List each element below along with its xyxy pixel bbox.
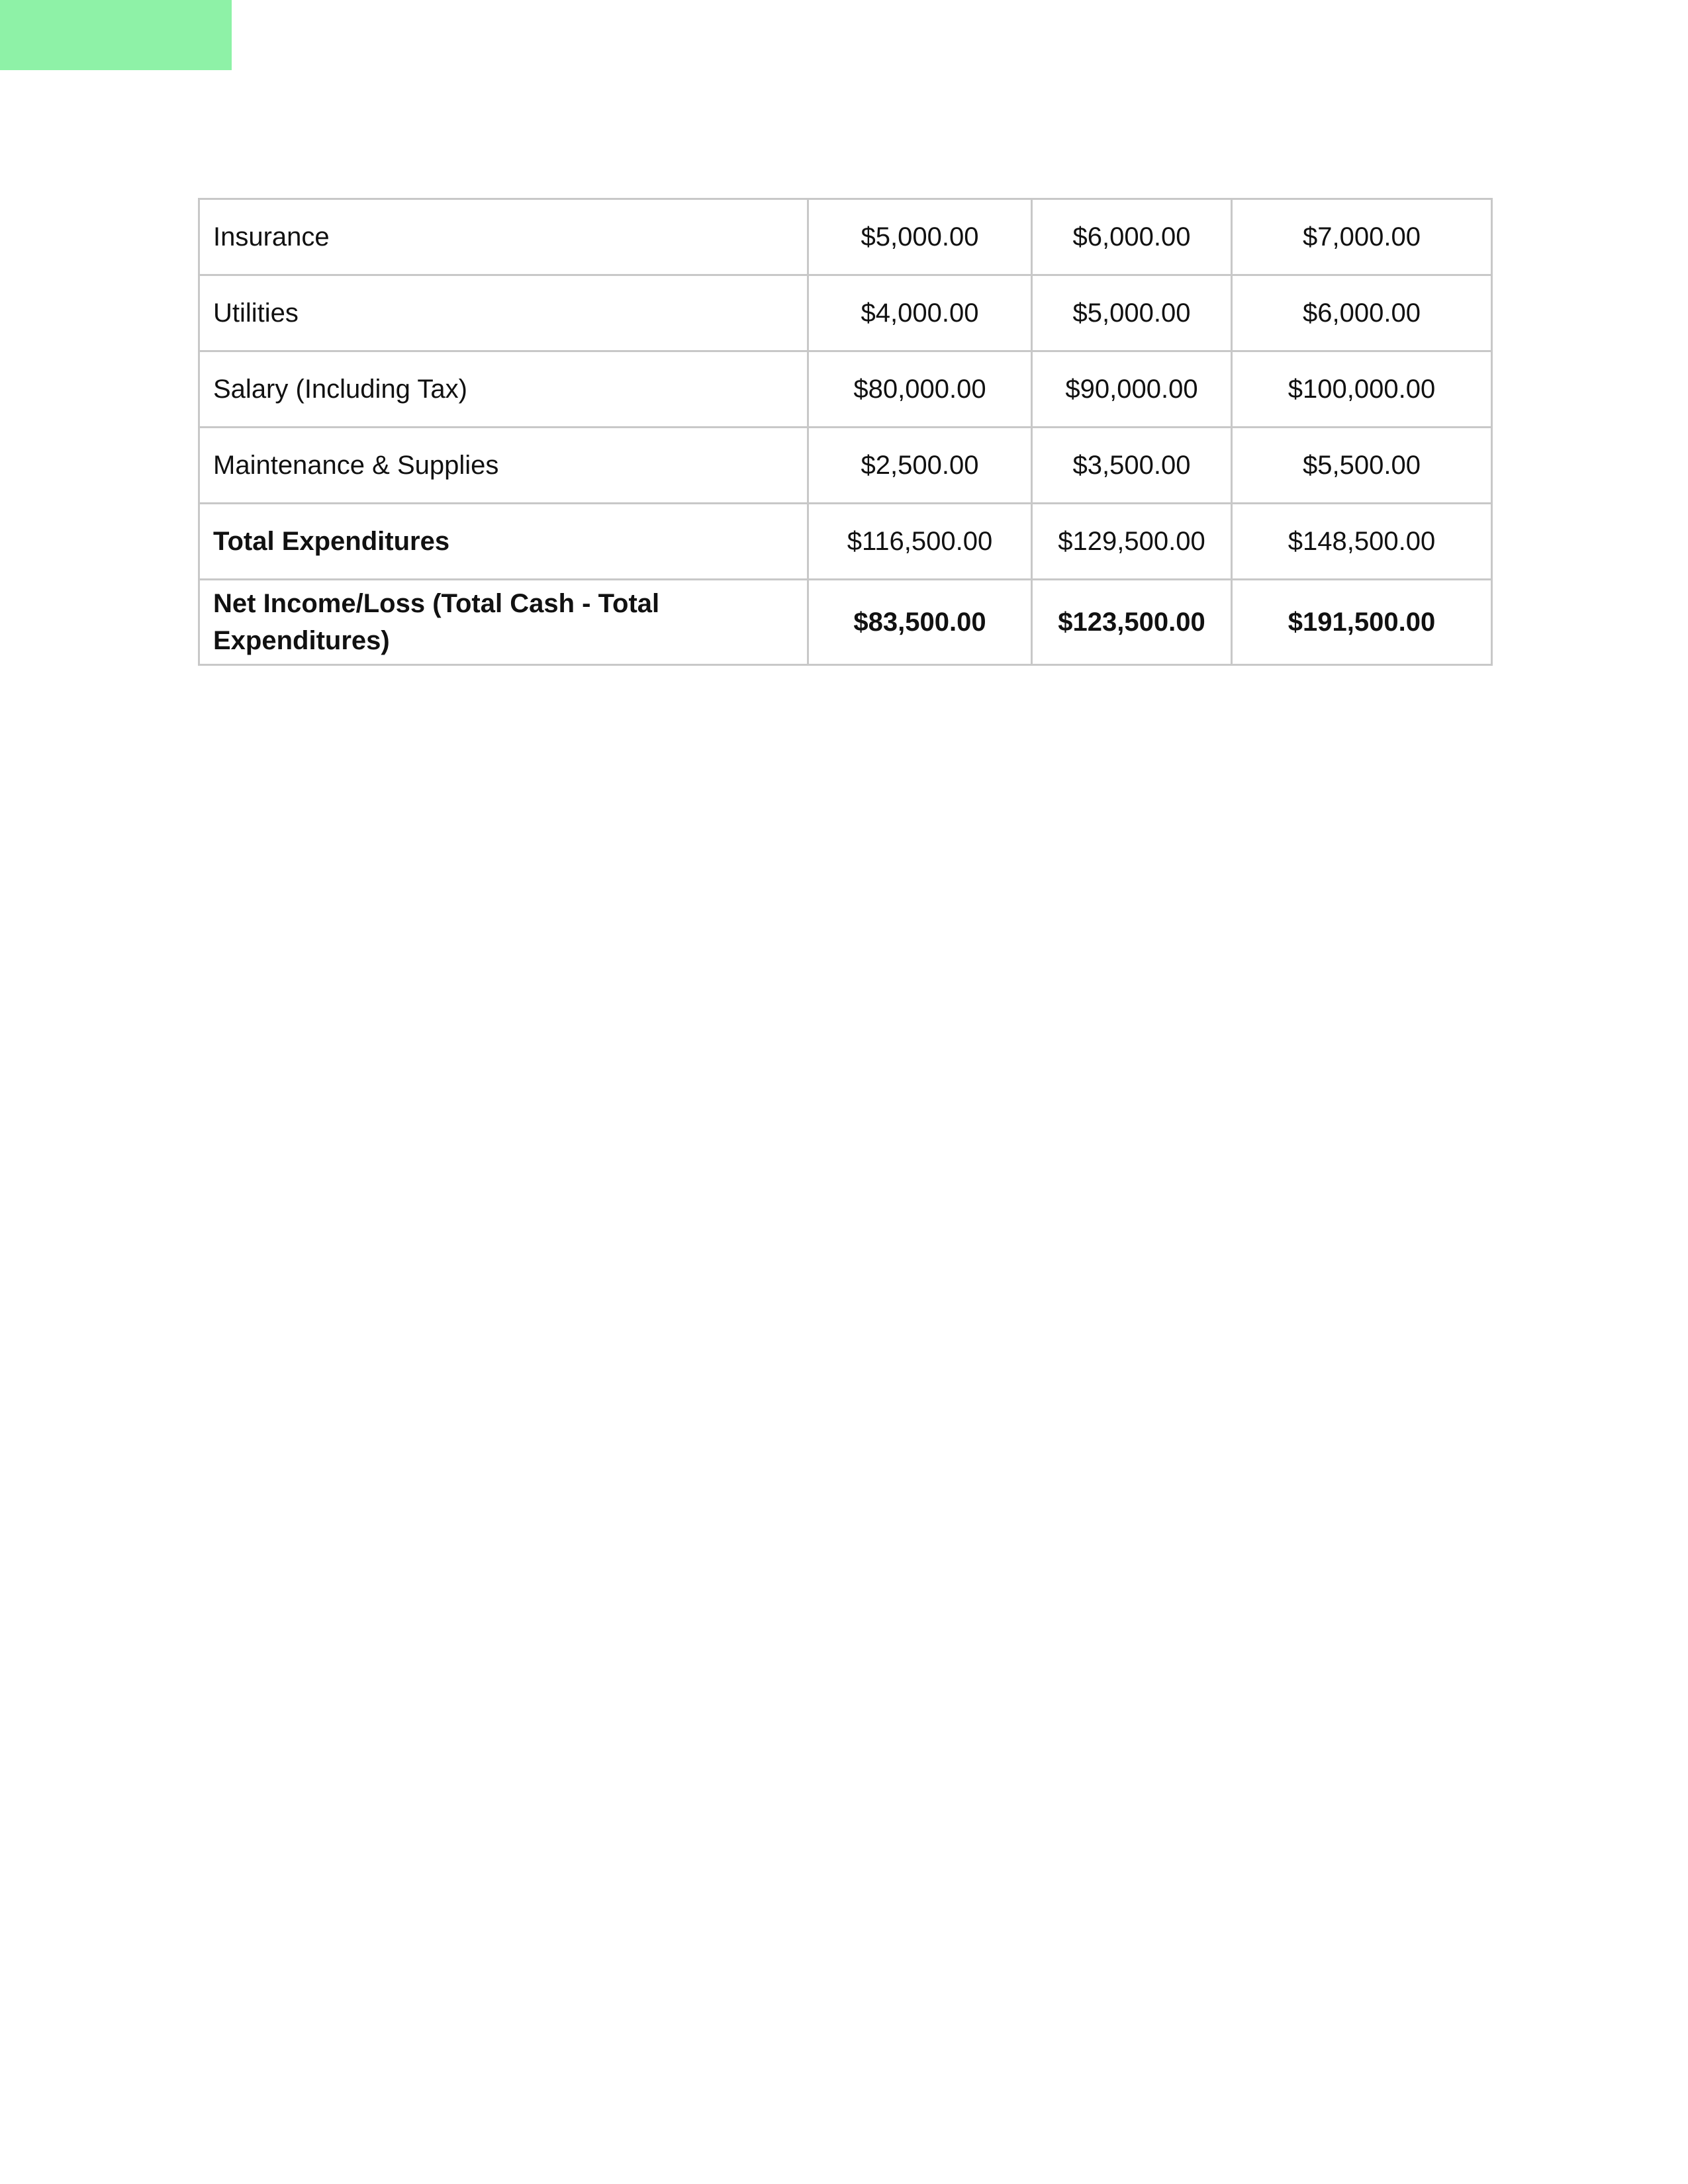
year-3-value: $6,000.00: [1232, 275, 1492, 351]
year-1-value: $116,500.00: [808, 504, 1032, 580]
row-label: Maintenance & Supplies: [199, 428, 808, 504]
table-row-maintenance: [199, 428, 1492, 504]
row-label: Salary (Including Tax): [199, 351, 808, 428]
year-1-value: $2,500.00: [808, 428, 1032, 504]
row-label: Insurance: [199, 199, 808, 275]
year-3-value: $5,500.00: [1232, 428, 1492, 504]
year-1-value: $83,500.00: [808, 580, 1032, 665]
year-3-value: $148,500.00: [1232, 504, 1492, 580]
year-3-value: $7,000.00: [1232, 199, 1492, 275]
expenditure-table: [198, 198, 1493, 666]
table-row-net-income: [199, 580, 1492, 665]
table-row-total-expenditures: [199, 504, 1492, 580]
year-2-value: $129,500.00: [1032, 504, 1232, 580]
year-1-value: $4,000.00: [808, 275, 1032, 351]
year-2-value: $90,000.00: [1032, 351, 1232, 428]
year-1-value: $80,000.00: [808, 351, 1032, 428]
year-2-value: $123,500.00: [1032, 580, 1232, 665]
year-2-value: $5,000.00: [1032, 275, 1232, 351]
row-label: Net Income/Loss (Total Cash - Total Expenditures): [199, 580, 808, 665]
year-2-value: $6,000.00: [1032, 199, 1232, 275]
row-label: Total Expenditures: [199, 504, 808, 580]
year-2-value: $3,500.00: [1032, 428, 1232, 504]
row-label: Utilities: [199, 275, 808, 351]
table-row-salary: [199, 351, 1492, 428]
table-row-utilities: [199, 275, 1492, 351]
year-1-value: $5,000.00: [808, 199, 1032, 275]
year-3-value: $100,000.00: [1232, 351, 1492, 428]
table-row-insurance: [199, 199, 1492, 275]
corner-accent-block: [0, 0, 232, 70]
year-3-value: $191,500.00: [1232, 580, 1492, 665]
